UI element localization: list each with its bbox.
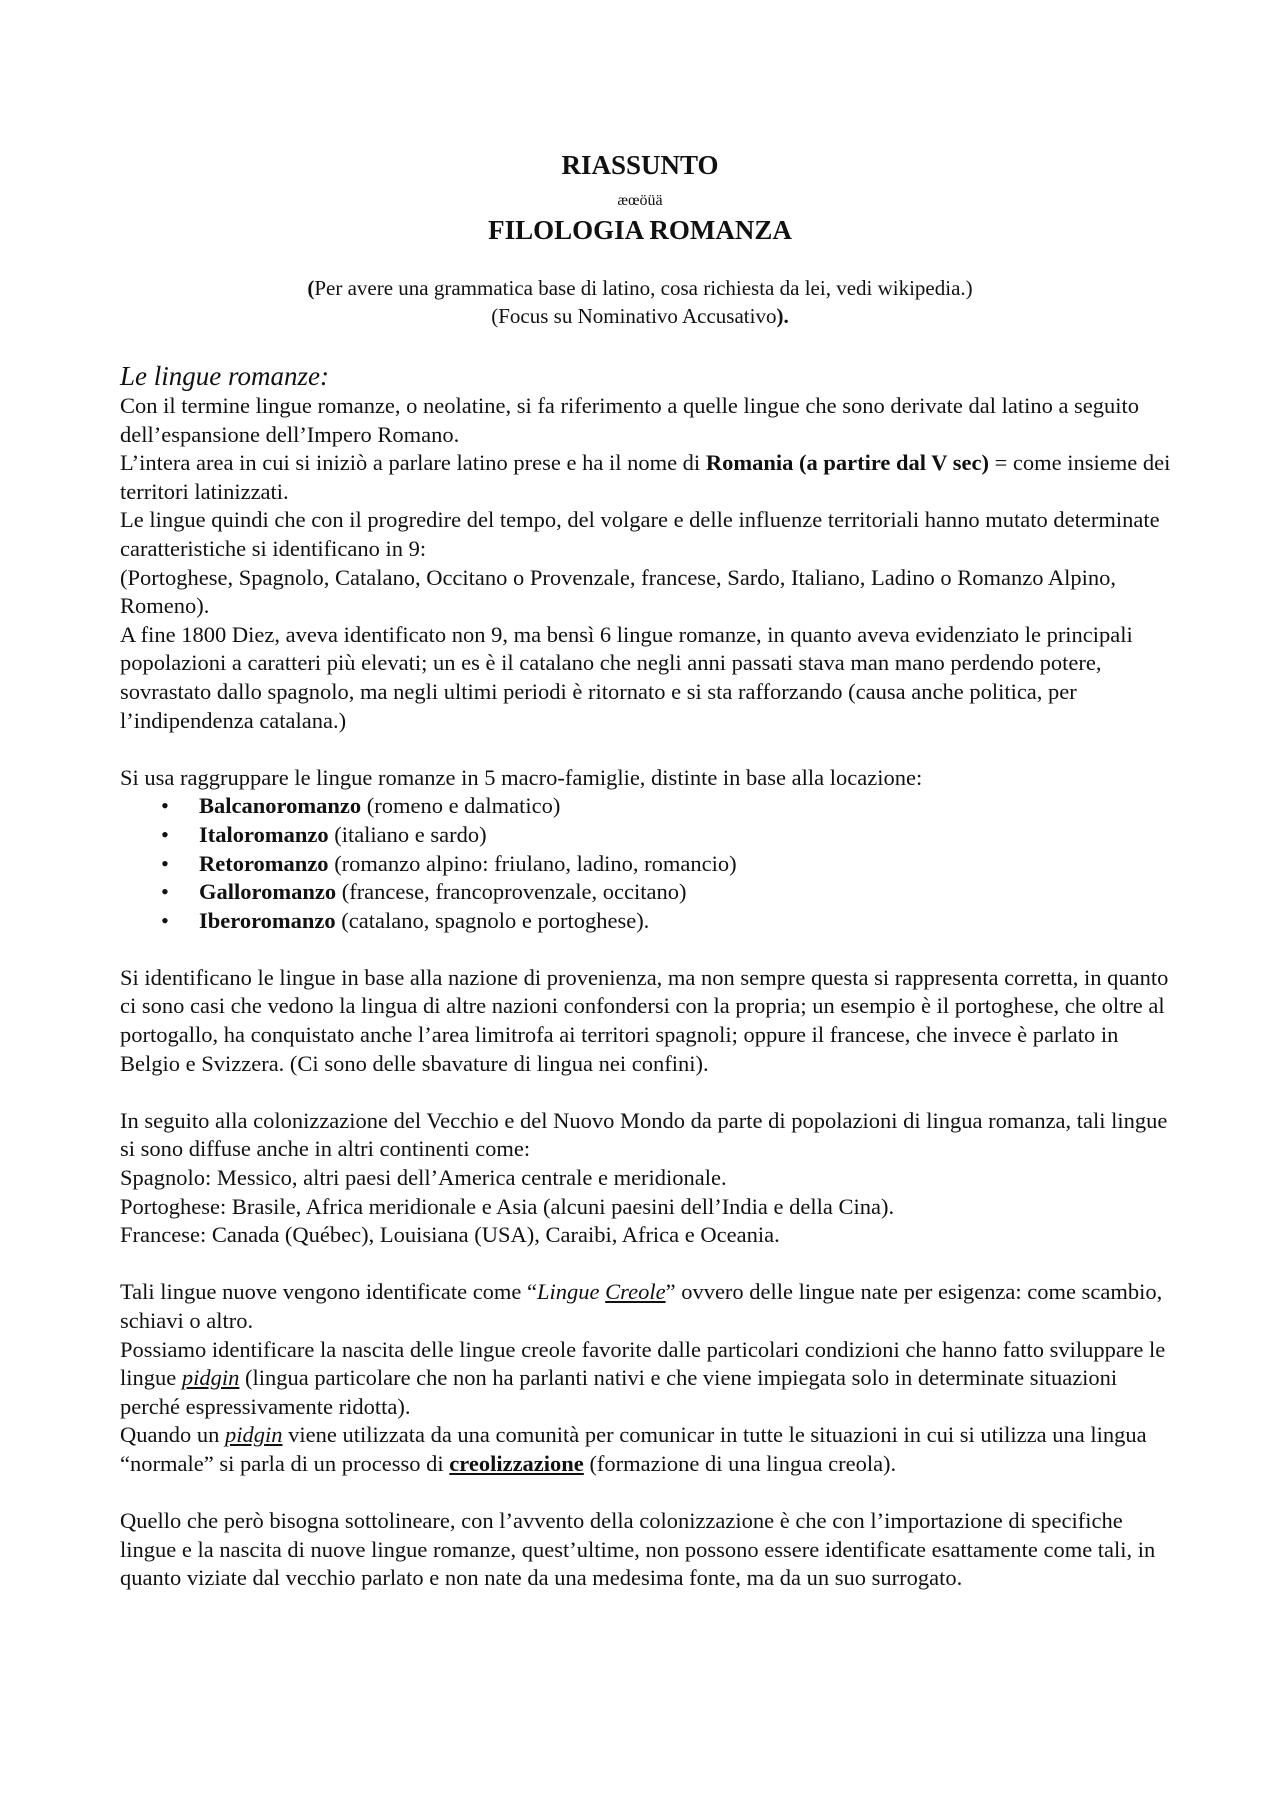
list-item bbox=[120, 850, 1180, 879]
paragraph-colonization: In seguito alla colonizzazione del Vecchio e del Nuovo Mondo da parte di popolazioni di lingua romanza, tali lingue si sono diffuse anche in altri continenti come: bbox=[120, 1107, 1168, 1162]
spacer bbox=[120, 735, 1180, 764]
pidgin-term-2: pidgin bbox=[225, 1422, 283, 1448]
family-desc: (francese, francoprovenzale, occitano) bbox=[336, 879, 687, 905]
creole-italic: Lingue bbox=[537, 1279, 606, 1305]
document-title: RIASSUNTO bbox=[561, 150, 719, 180]
list-item bbox=[120, 907, 1180, 936]
romania-bold: Romania (a partire dal V sec) bbox=[705, 450, 989, 476]
creolization-text-b: viene utilizzata da una comunità per comunicar in tutte le situazioni in cui si utilizza una lingua “normale” si parla di un processo di bbox=[120, 1422, 1147, 1476]
family-name: Iberoromanzo bbox=[199, 907, 336, 933]
paragraph-nations: Si identificano le lingue in base alla nazione di provenienza, ma non sempre questa si rappresenta corretta, in quanto ci sono casi che vedono la lingua di altre nazioni confondersi con la propria; un esempio è il portoghese, che oltre al portogallo, ha conquistato anche l’area limitrofa ai territori spagnoli; oppure il francese, che invece è parlato in Belgio e Svizzera. (Ci sono delle sbavature di lingua nei confini). bbox=[120, 964, 1169, 1076]
romania-text-a: L’intera area in cui si iniziò a parlare latino prese e ha il nome di bbox=[120, 450, 706, 476]
grammar-note bbox=[0, 274, 1280, 302]
bullet-icon: • bbox=[161, 850, 169, 876]
note-close-paren: ). bbox=[776, 304, 789, 328]
list-item bbox=[120, 821, 1180, 850]
pidgin-text-b: (lingua particolare che non ha parlanti nativi e che viene impiegata solo in determinate situazioni perché espressivamente ridotta). bbox=[120, 1365, 1118, 1419]
paragraph-romania bbox=[120, 449, 1180, 506]
bullet-icon: • bbox=[161, 793, 169, 819]
paragraph-conclusion: Quello che però bisogna sottolineare, con l’avvento della colonizzazione è che con l’importazione di specifiche lingue e la nascita di nuove lingue romanze, quest’ultime, non possono essere identificate esattamente come tali, in quanto viziate dal vecchio parlato e non nate da una medesima fonte, ma da un suo surrogato. bbox=[120, 1508, 1156, 1591]
spacer bbox=[120, 935, 1180, 964]
list-item bbox=[120, 878, 1180, 907]
bullet-icon: • bbox=[161, 907, 169, 933]
creolization-term: creolizzazione bbox=[449, 1450, 584, 1476]
family-name: Galloromanzo bbox=[199, 879, 337, 905]
spacer bbox=[120, 1250, 1180, 1279]
focus-note bbox=[0, 302, 1280, 330]
creolization-text-a: Quando un bbox=[120, 1422, 225, 1448]
family-name: Italoromanzo bbox=[199, 821, 329, 847]
romania-text-b: = come insieme dei territori latinizzati. bbox=[120, 450, 1171, 504]
document-body bbox=[120, 360, 1180, 1593]
family-name: Balcanoromanzo bbox=[199, 793, 362, 819]
paragraph-macro-families: Si usa raggruppare le lingue romanze in 5 macro-famiglie, distinte in base alla locazione: bbox=[120, 764, 923, 790]
section-heading: Le lingue romanze: bbox=[120, 361, 329, 391]
list-item bbox=[120, 792, 1180, 821]
family-desc: (romanzo alpino: friulano, ladino, romancio) bbox=[328, 850, 737, 876]
bullet-icon: • bbox=[161, 821, 169, 847]
title-special-characters: æœöüä bbox=[617, 192, 663, 209]
paragraph-creolization bbox=[120, 1421, 1180, 1478]
colony-line-french: Francese: Canada (Québec), Louisiana (USA), Caraibi, Africa e Oceania. bbox=[120, 1222, 780, 1248]
document-subject: FILOLOGIA ROMANZA bbox=[488, 215, 792, 245]
spacer bbox=[120, 1479, 1180, 1508]
paragraph-language-list: (Portoghese, Spagnolo, Catalano, Occitano o Provenzale, francese, Sardo, Italiano, Ladino o Romanzo Alpino, Romeno). bbox=[120, 564, 1116, 619]
colony-line-spanish: Spagnolo: Messico, altri paesi dell’America centrale e meridionale. bbox=[120, 1165, 727, 1191]
family-name: Retoromanzo bbox=[199, 850, 329, 876]
bullet-icon: • bbox=[161, 879, 169, 905]
pidgin-text-a: Possiamo identificare la nascita delle lingue creole favorite dalle particolari condizioni che hanno fatto sviluppare le lingue bbox=[120, 1336, 1166, 1391]
note-text-2: (Focus su Nominativo Accusativo bbox=[491, 304, 777, 328]
creolization-text-c: (formazione di una lingua creola). bbox=[583, 1450, 897, 1476]
creole-text-a: Tali lingue nuove vengono identificate come “ bbox=[120, 1279, 538, 1305]
family-desc: (romeno e dalmatico) bbox=[361, 793, 561, 819]
paragraph-pidgin bbox=[120, 1336, 1180, 1422]
creole-text-b: ” ovvero delle lingue nate per esigenza: come scambio, schiavi o altro. bbox=[120, 1279, 1163, 1333]
families-list bbox=[120, 792, 1180, 935]
paragraph-diez: A fine 1800 Diez, aveva identificato non 9, ma bensì 6 lingue romanze, in quanto aveva evidenziato le principali popolazioni a caratteri più elevati; un es è il catalano che negli anni passati stava man mano perdendo potere, sovrastato dallo spagnolo, ma negli ultimi periodi è ritornato e si sta rafforzando (causa anche politica, per l’indipendenza catalana.) bbox=[120, 621, 1133, 733]
note-text-1: Per avere una grammatica base di latino, cosa richiesta da lei, vedi wikipedia.) bbox=[314, 276, 973, 300]
paragraph-nine-languages: Le lingue quindi che con il progredire del tempo, del volgare e delle influenze territoriali hanno mutato determinate caratteristiche si identificano in 9: bbox=[120, 507, 1160, 561]
creole-term: Creole bbox=[605, 1279, 666, 1305]
paragraph-creole bbox=[120, 1278, 1180, 1335]
family-desc: (catalano, spagnolo e portoghese). bbox=[335, 907, 650, 933]
spacer bbox=[120, 1078, 1180, 1107]
paragraph-definition: Con il termine lingue romanze, o neolatine, si fa riferimento a quelle lingue che sono derivate dal latino a seguito dell’espansione dell’Impero Romano. bbox=[120, 393, 1140, 447]
colony-line-portuguese: Portoghese: Brasile, Africa meridionale e Asia (alcuni paesini dell’India e della Cina). bbox=[120, 1193, 895, 1219]
note-open-paren: ( bbox=[307, 276, 315, 300]
pidgin-term: pidgin bbox=[181, 1365, 240, 1391]
family-desc: (italiano e sardo) bbox=[328, 821, 487, 847]
